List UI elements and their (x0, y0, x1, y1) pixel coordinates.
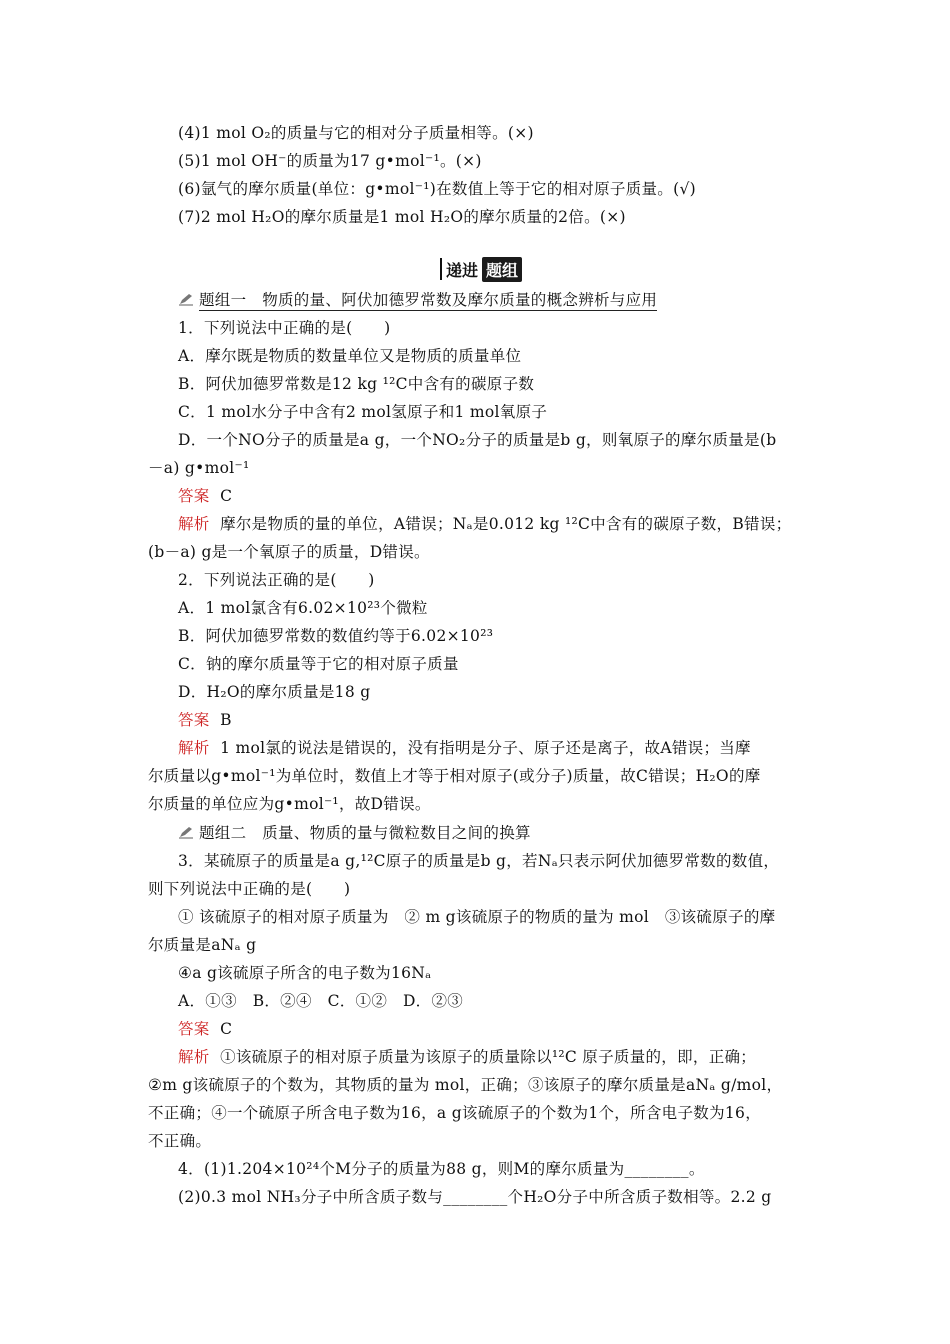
group1-title: 题组一 物质的量、阿伏加德罗常数及摩尔质量的概念辨析与应用 (199, 291, 658, 309)
statement-5: (5)1 mol OH⁻的质量为17 g•mol⁻¹。(×) (178, 152, 482, 170)
group1-heading (178, 290, 657, 310)
q2-option-b: B．阿伏加德罗常数的数值约等于6.02×10²³ (178, 627, 494, 645)
q3-options-line2: 尔质量是aNₐ g (148, 936, 257, 954)
q3-choices: A．①③ B．②④ C．①② D．②③ (178, 992, 464, 1010)
q1-explanation-line2: (b－a) g是一个氧原子的质量，D错误。 (148, 543, 430, 561)
tag-bar (440, 258, 442, 280)
answer-value: B (220, 711, 232, 729)
pencil-icon (178, 292, 194, 306)
explanation-label: 解析 (178, 739, 210, 757)
q3-explanation-line3: 不正确；④一个硫原子所含电子数为16，a g该硫原子的个数为1个，所含电子数为16， (148, 1104, 761, 1122)
q2-explanation-line2: 尔质量以g•mol⁻¹为单位时，数值上才等于相对原子(或分子)质量，故C错误；H₂O的摩 (148, 767, 761, 785)
q2-option-c: C．钠的摩尔质量等于它的相对原子质量 (178, 655, 459, 673)
q2-explanation-line3: 尔质量的单位应为g•mol⁻¹，故D错误。 (148, 795, 431, 813)
q3-stem-line2: 则下列说法中正确的是( ) (148, 880, 351, 898)
explanation-label: 解析 (178, 515, 210, 533)
q1-explanation-line1 (178, 514, 791, 534)
q2-explanation-line1 (178, 738, 751, 758)
answer-value: C (220, 487, 233, 505)
q4-line1: 4．(1)1.204×10²⁴个M分子的质量为88 g，则M的摩尔质量为________。 (178, 1160, 705, 1178)
q3-explanation-line4: 不正确。 (148, 1132, 212, 1150)
tag-part1: 递进 (446, 260, 479, 280)
q1-option-c: C．1 mol水分子中含有2 mol氢原子和1 mol氧原子 (178, 403, 548, 421)
statement-7: (7)2 mol H₂O的摩尔质量是1 mol H₂O的摩尔质量的2倍。(×) (178, 208, 626, 226)
pencil-icon (178, 825, 194, 839)
answer-label: 答案 (178, 711, 210, 729)
q1-answer (178, 486, 232, 506)
explanation-text: 摩尔是物质的量的单位，A错误；Nₐ是0.012 kg ¹²C中含有的碳原子数，B错误； (220, 515, 792, 533)
q2-stem: 2．下列说法正确的是( ) (178, 571, 375, 589)
explanation-label: 解析 (178, 1048, 210, 1066)
q1-option-a: A．摩尔既是物质的数量单位又是物质的质量单位 (178, 347, 522, 365)
q2-option-a: A．1 mol氯含有6.02×10²³个微粒 (178, 599, 428, 617)
q1-option-d-line2: －a) g•mol⁻¹ (148, 459, 250, 477)
q3-answer (178, 1019, 232, 1039)
tag-part2: 题组 (482, 257, 522, 282)
statement-6: (6)氩气的摩尔质量(单位：g•mol⁻¹)在数值上等于它的相对原子质量。(√) (178, 180, 696, 198)
answer-label: 答案 (178, 487, 210, 505)
q3-explanation-line2: ②m g该硫原子的个数为，其物质的量为 mol，正确；③该原子的摩尔质量是aNₐ g/mol， (148, 1076, 783, 1094)
explanation-text: ①该硫原子的相对原子质量为该原子的质量除以¹²C 原子质量的，即，正确； (220, 1048, 757, 1066)
q3-options-line3: ④a g该硫原子所含的电子数为16Nₐ (178, 964, 432, 982)
group2-title: 题组二 质量、物质的量与微粒数目之间的换算 (199, 824, 531, 842)
section-tag (440, 257, 542, 281)
q2-option-d: D．H₂O的摩尔质量是18 g (178, 683, 371, 701)
q3-options-line1: ① 该硫原子的相对原子质量为 ② m g该硫原子的物质的量为 mol ③该硫原子的摩 (178, 908, 776, 926)
q3-stem-line1: 3．某硫原子的质量是a g,¹²C原子的质量是b g，若Nₐ只表示阿伏加德罗常数的数值， (178, 852, 780, 870)
q4-line2: (2)0.3 mol NH₃分子中所含质子数与________个H₂O分子中所含质子数相等。2.2 g (178, 1188, 772, 1206)
explanation-text: 1 mol氯的说法是错误的，没有指明是分子、原子还是离子，故A错误；当摩 (220, 739, 751, 757)
q1-option-b: B．阿伏加德罗常数是12 kg ¹²C中含有的碳原子数 (178, 375, 535, 393)
q1-option-d-line1: D．一个NO分子的质量是a g，一个NO₂分子的质量是b g，则氧原子的摩尔质量是(b (178, 431, 777, 449)
group2-heading (178, 823, 531, 843)
q2-answer (178, 710, 232, 730)
q1-stem: 1．下列说法中正确的是( ) (178, 319, 391, 337)
statement-4: (4)1 mol O₂的质量与它的相对分子质量相等。(×) (178, 124, 534, 142)
q3-explanation-line1 (178, 1047, 756, 1067)
answer-value: C (220, 1020, 233, 1038)
answer-label: 答案 (178, 1020, 210, 1038)
